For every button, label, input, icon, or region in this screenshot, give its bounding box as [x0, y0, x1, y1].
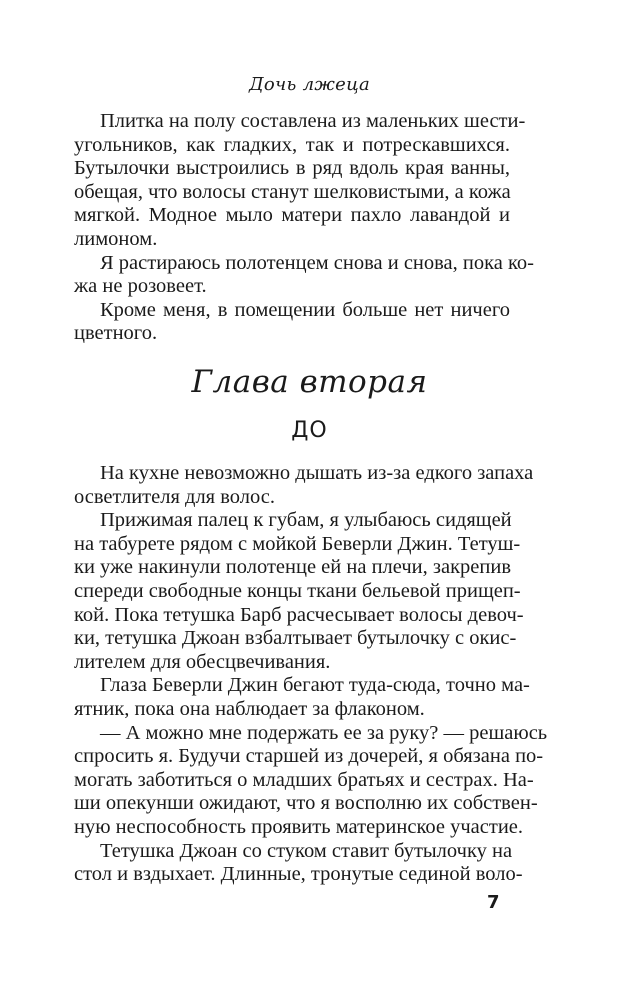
text-line: угольников, как гладких, так и потрескавшихся. [74, 133, 510, 156]
top-text-block [74, 110, 534, 346]
text-line: могать заботиться о младших братьях и сестрах. На- [74, 768, 534, 791]
text-line: обещая, что волосы станут шелковистыми, а кожа [74, 180, 511, 203]
chapter-title: Глава вторая [191, 364, 428, 400]
text-line: осветлителя для волос. [74, 485, 275, 508]
text-line: лителем для обесцвечивания. [74, 650, 331, 673]
text-line: лимоном. [74, 227, 158, 250]
text-line: ную неспособность проявить материнское участие. [74, 815, 524, 838]
text-line: — А можно мне подержать ее за руку? — решаюсь [100, 721, 548, 744]
text-line: Тетушка Джоан со стуком ставит бутылочку на [100, 839, 513, 862]
chapter-subtitle: ДО [291, 418, 328, 443]
text-line: Я растираюсь полотенцем снова и снова, пока ко- [100, 251, 534, 274]
text-line: Кроме меня, в помещении больше нет ничего [100, 298, 510, 321]
text-line: На кухне невозможно дышать из-за едкого запаха [100, 462, 534, 484]
text-line: мягкой. Модное мыло матери пахло лавандой и [74, 204, 510, 227]
text-line: ши опекунши ожидают, что я восполню их собствен- [74, 792, 538, 815]
text-line: стол и вздыхает. Длинные, тронутые сединой воло- [74, 863, 523, 886]
text-line: Бутылочки выстроились в ряд вдоль края ванны, [74, 157, 510, 180]
running-head: Дочь лжеца [248, 74, 371, 95]
text-line: спросить я. Будучи старшей из дочерей, я обязана по- [74, 745, 544, 768]
text-line: кой. Пока тетушка Барб расчесывает волосы девоч- [74, 603, 524, 626]
text-line: на табурете рядом с мойкой Беверли Джин. Тетуш- [74, 532, 521, 555]
text-line: Глаза Беверли Джин бегают туда-сюда, точно ма- [100, 674, 530, 697]
text-line: ятник, пока она наблюдает за флаконом. [74, 697, 425, 720]
text-line: спереди свободные концы ткани бельевой прищеп- [74, 579, 521, 602]
text-line: Прижимая палец к губам, я улыбаюсь сидящей [100, 509, 512, 532]
text-line: ки уже накинули полотенце ей на плечи, закрепив [74, 556, 512, 579]
text-line: цветного. [74, 322, 158, 345]
page-number: 7 [487, 892, 500, 913]
text-line: ки, тетушка Джоан взбалтывает бутылочку с окис- [74, 627, 517, 650]
text-line: Плитка на полу составлена из маленьких шести- [100, 110, 526, 132]
text-line: жа не розовеет. [74, 275, 207, 298]
bottom-text-block [74, 462, 548, 887]
